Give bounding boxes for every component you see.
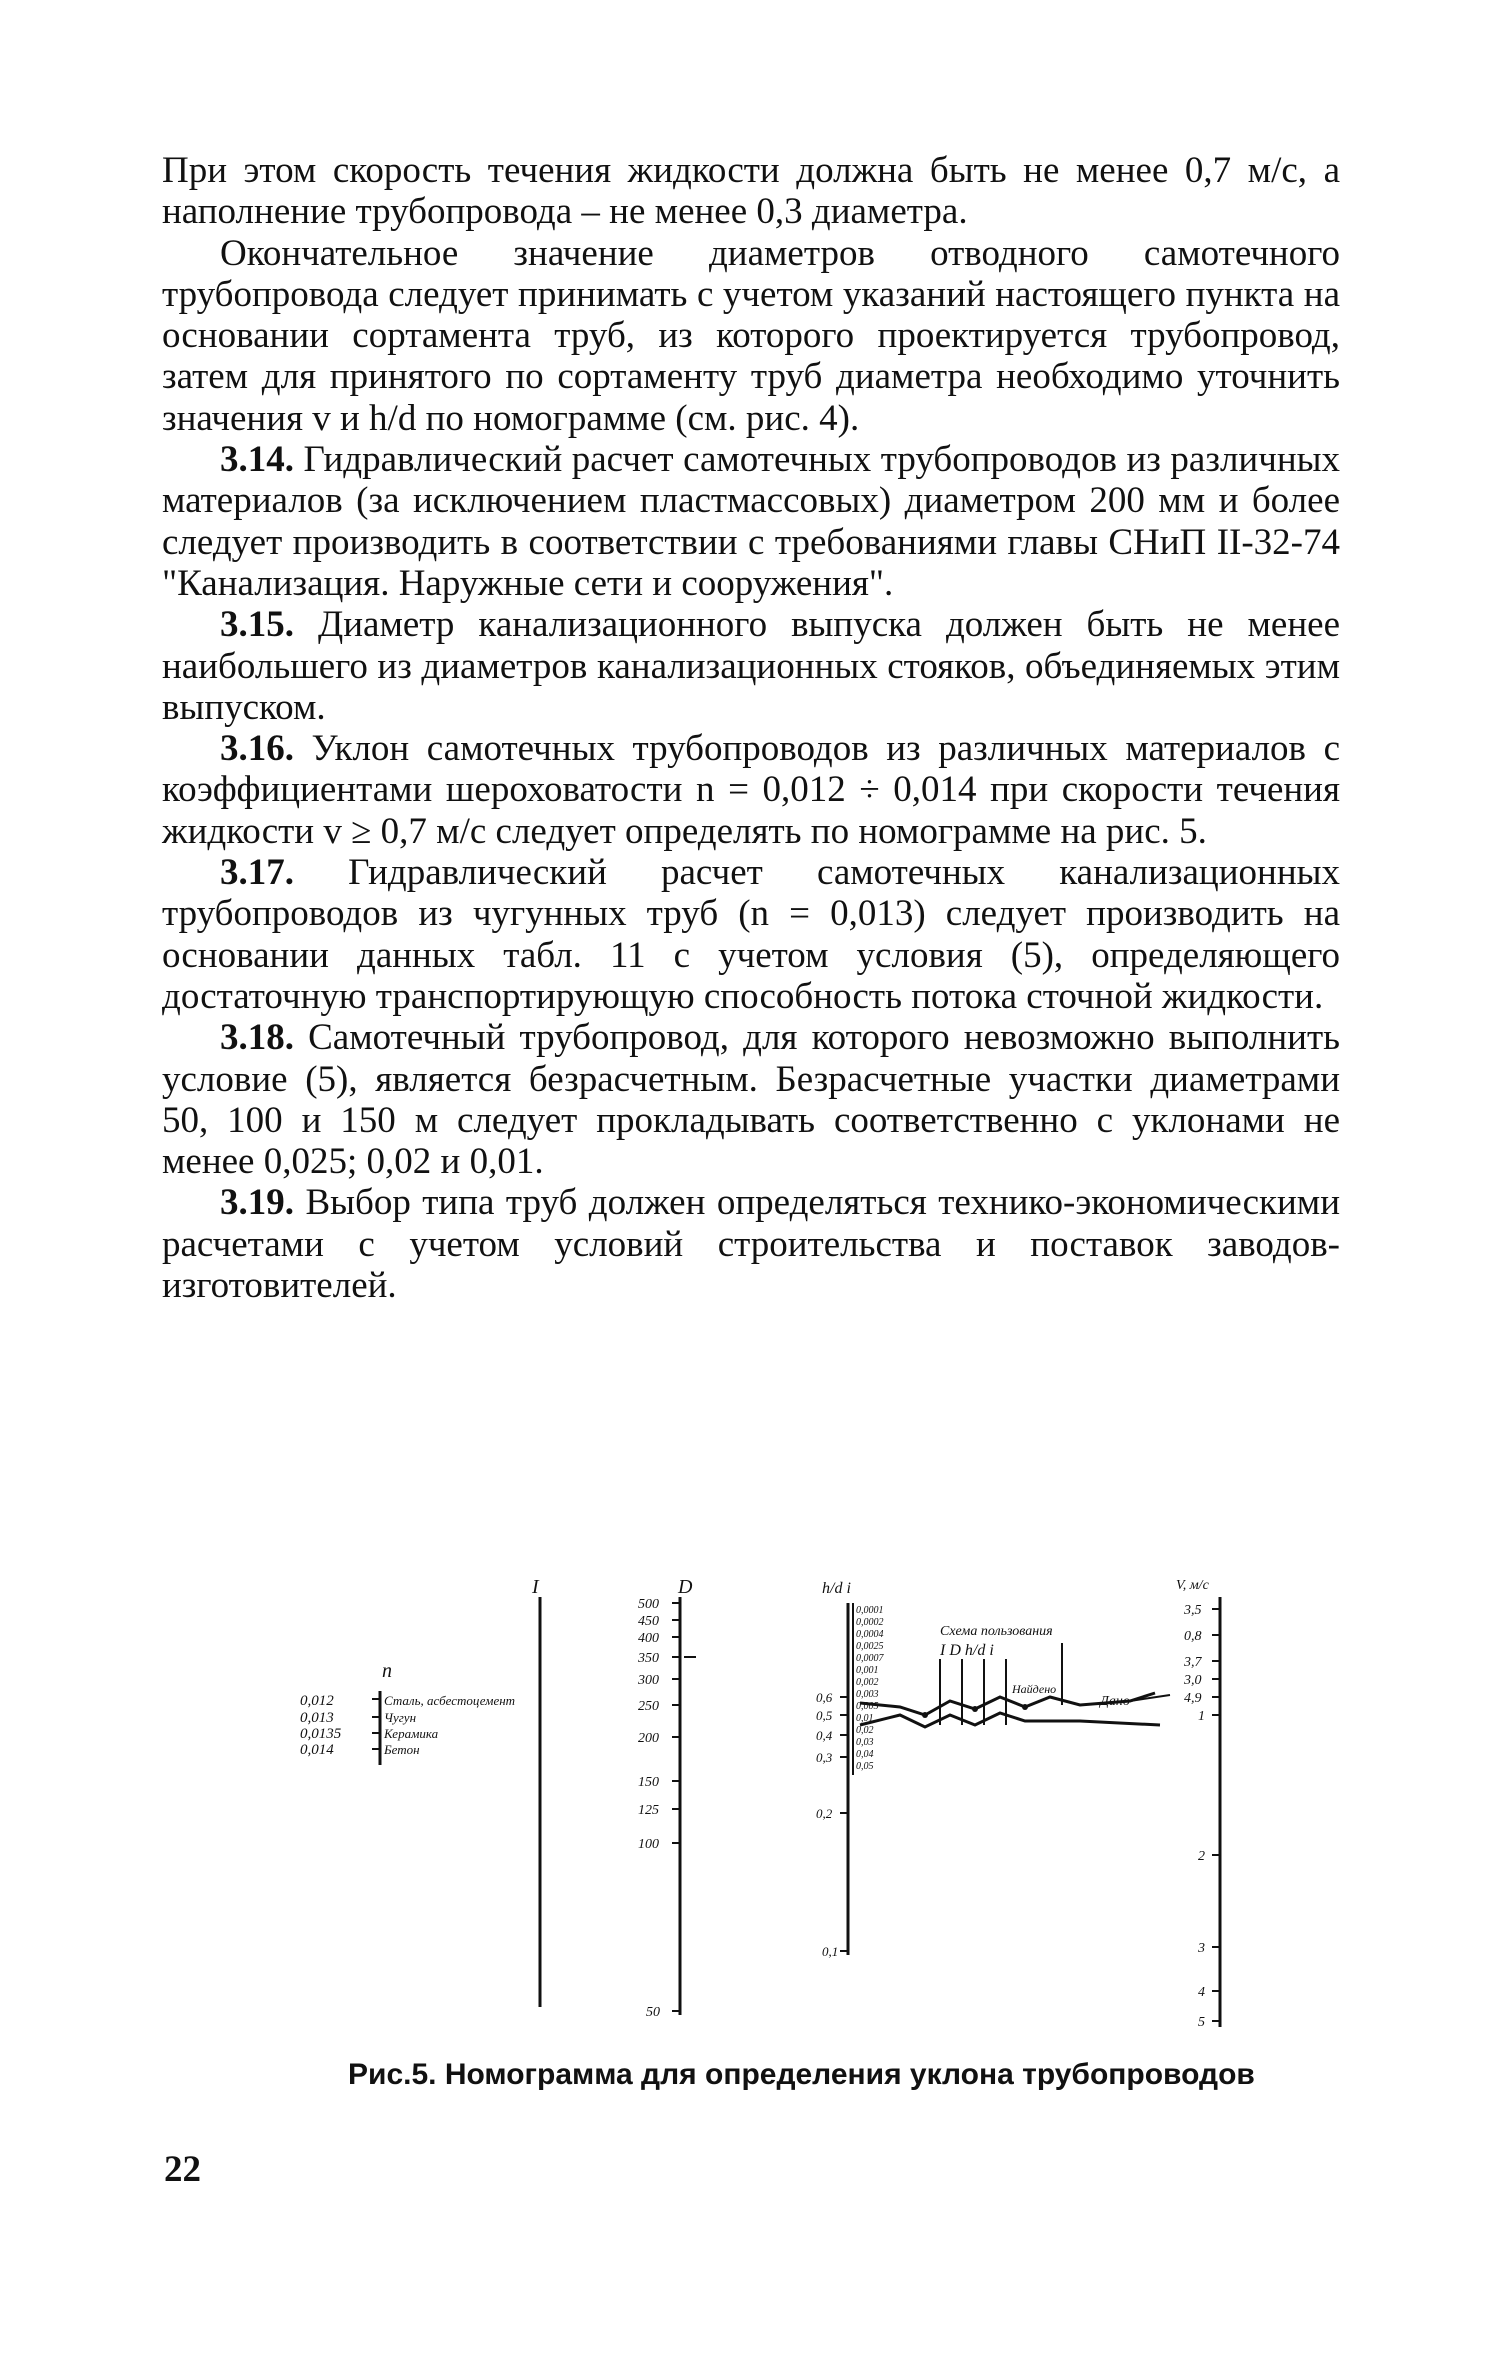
hd-tick: 0,4 — [816, 1728, 833, 1743]
scheme-found: Найдено — [1012, 1682, 1057, 1696]
d-tick: 50 — [646, 2005, 660, 2020]
n-value: 0,014 — [300, 1742, 334, 1758]
i-tick: 0,03 — [856, 1737, 874, 1748]
hd-i-scale — [816, 1580, 885, 1959]
main-text — [162, 150, 1340, 1306]
d-tick: 100 — [638, 1837, 659, 1852]
paragraph-3-18: 3.18. Самотечный трубопровод, для которого невозможно выполнить условие (5), является безрасчетным. Безрасчетные участки диаметрами 50, 100 и 150 м следует прокладывать соответственно с уклонами не менее 0,025; 0,02 и 0,01. — [162, 1017, 1340, 1183]
v-tick: 3,5 — [1184, 1603, 1202, 1618]
d-tick: 300 — [638, 1673, 659, 1688]
v-tick: 2 — [1198, 1849, 1205, 1864]
d-tick: 150 — [638, 1775, 659, 1790]
v-tick: 0,8 — [1184, 1629, 1202, 1644]
paragraph-3-17: 3.17. Гидравлический расчет самотечных канализационных трубопроводов из чугунных труб (n = 0,013) следует производить на основании данных табл. 11 с учетом условия (5), определяющего достаточную транспортирующую способность потока сточной жидкости. — [162, 852, 1340, 1017]
nomogram-svg — [300, 1575, 1240, 2035]
paragraph-3-15: 3.15. Диаметр канализационного выпуска должен быть не менее наибольшего из диаметров канализационных стояков, объединяемых этим выпуском. — [162, 604, 1340, 728]
hd-scale-label: h/d i — [822, 1580, 851, 1597]
v-tick: 3 — [1198, 1941, 1205, 1956]
n-material: Сталь, асбестоцемент — [384, 1693, 516, 1708]
paragraph-3-19: 3.19. Выбор типа труб должен определяться технико-экономическими расчетами с учетом условий строительства и поставок заводов-изготовителей. — [162, 1182, 1341, 1307]
i-tick: 0,0025 — [856, 1641, 884, 1652]
i-tick: 0,001 — [856, 1665, 879, 1676]
hd-tick: 0,3 — [816, 1750, 833, 1765]
i-tick: 0,0002 — [856, 1617, 884, 1628]
scale-i-label: I — [532, 1576, 539, 1598]
i-tick: 0,002 — [856, 1677, 879, 1688]
d-tick: 350 — [638, 1651, 659, 1666]
v-tick: 3,0 — [1184, 1673, 1202, 1688]
hd-tick: 0,2 — [816, 1806, 833, 1821]
v-tick: 5 — [1198, 2015, 1205, 2030]
n-value: 0,012 — [300, 1693, 334, 1709]
paragraph-3-16: 3.16. Уклон самотечных трубопроводов из различных материалов с коэффициентами шероховатости n = 0,012 ÷ 0,014 при скорости течения жидкости v ≥ 0,7 м/с следует определять по номограмме на рис. 5. — [162, 728, 1340, 852]
d-tick: 450 — [638, 1614, 659, 1629]
i-tick: 0,005 — [856, 1701, 879, 1712]
d-tick: 500 — [638, 1597, 659, 1612]
i-tick: 0,01 — [856, 1713, 874, 1724]
v-tick: 4,9 — [1184, 1691, 1202, 1706]
v-tick: 3,7 — [1184, 1655, 1202, 1670]
n-material: Чугун — [384, 1710, 417, 1725]
hd-tick: 0,6 — [816, 1690, 833, 1705]
scheme-given: Дано — [1100, 1694, 1130, 1709]
figure-caption: Рис.5. Номограмма для определения уклона трубопроводов — [348, 2058, 1255, 2091]
i-tick: 0,02 — [856, 1725, 874, 1736]
d-tick: 125 — [638, 1803, 659, 1818]
page-number: 22 — [164, 2149, 201, 2190]
i-tick: 0,003 — [856, 1689, 879, 1700]
i-tick: 0,0004 — [856, 1629, 884, 1640]
i-tick: 0,04 — [856, 1749, 874, 1760]
n-material: Керамика — [384, 1726, 439, 1741]
v-tick: 1 — [1198, 1709, 1205, 1724]
paragraph: При этом скорость течения жидкости должна быть не менее 0,7 м/с, а наполнение трубопровода – не менее 0,3 диаметра. — [162, 150, 1340, 233]
d-tick: 200 — [638, 1731, 659, 1746]
n-scale-label: n — [382, 1660, 392, 1682]
paragraph-3-14: 3.14. Гидравлический расчет самотечных трубопроводов из различных материалов (за исключением пластмассовых) диаметром 200 мм и более следует производить в соответствии с требованиями главы СНиП II-32-74 "Канализация. Наружные сети и сооружения". — [162, 439, 1340, 604]
scheme-title: Схема пользования — [940, 1624, 1053, 1639]
d-tick: 250 — [638, 1699, 659, 1714]
v-tick: 4 — [1198, 1985, 1205, 2000]
d-scale-label: D — [678, 1576, 693, 1598]
v-scale-label: V, м/с — [1176, 1578, 1209, 1593]
hd-tick: 0,1 — [822, 1944, 839, 1959]
v-scale — [1176, 1578, 1220, 2030]
d-tick: 400 — [638, 1631, 659, 1646]
n-material: Бетон — [384, 1742, 420, 1757]
paragraph: Окончательное значение диаметров отводного самотечного трубопровода следует принимать с учетом указаний настоящего пункта на основании сортамента труб, из которого проектируется трубопровод, затем для принятого по сортаменту труб диаметра необходимо уточнить значения v и h/d по номограмме (см. рис. 4). — [162, 232, 1340, 439]
scheme-labels: I D h/d i — [940, 1642, 994, 1659]
usage-scheme — [860, 1624, 1170, 1727]
i-tick: 0,0007 — [856, 1653, 884, 1664]
d-scale — [637, 1576, 696, 2020]
hd-tick: 0,5 — [816, 1708, 833, 1723]
n-scale — [300, 1660, 515, 1765]
n-value: 0,0135 — [300, 1726, 342, 1742]
i-tick: 0,05 — [856, 1761, 874, 1772]
nomogram-figure — [300, 1575, 1240, 2035]
i-tick: 0,0001 — [856, 1605, 884, 1616]
n-value: 0,013 — [300, 1710, 334, 1726]
